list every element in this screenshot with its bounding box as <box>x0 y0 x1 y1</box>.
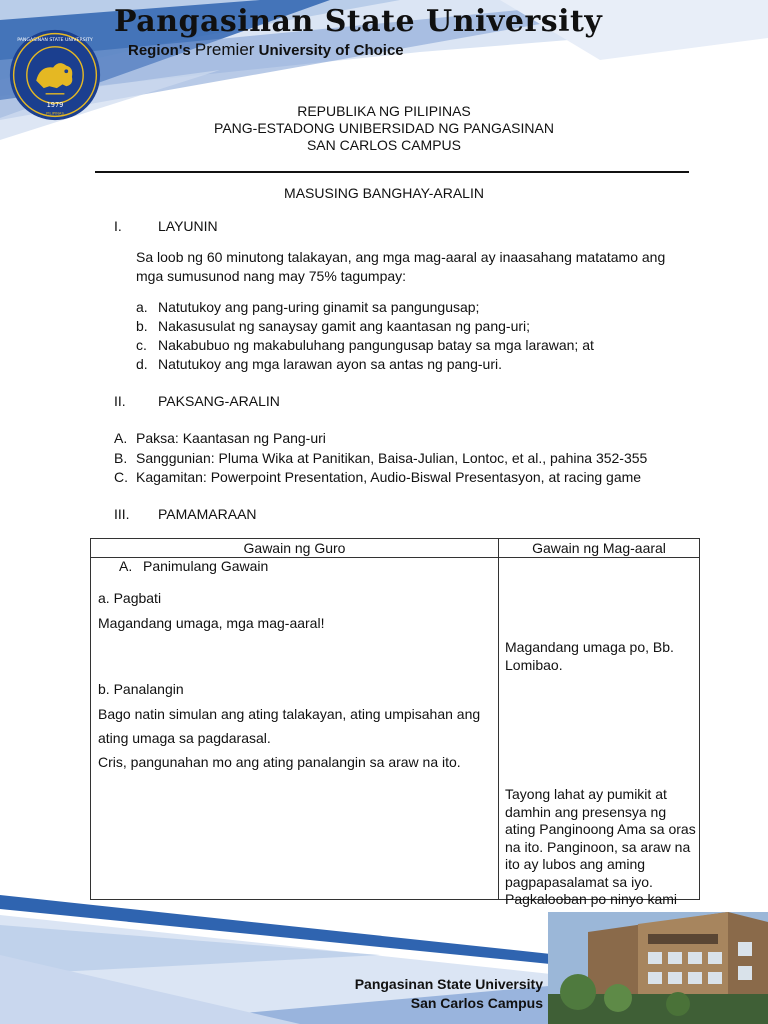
office-line-1: REPUBLIKA NG PILIPINAS <box>297 103 471 119</box>
section-2-numeral: II. <box>114 393 126 409</box>
objective-c-letter: c. <box>136 337 147 353</box>
subsection-letter: A. <box>119 558 133 574</box>
panalangin-line-2: ating umaga sa pagdarasal. <box>98 730 271 746</box>
section-1-heading: LAYUNIN <box>158 218 218 234</box>
footer-university-name: Pangasinan State University <box>354 976 543 992</box>
footer-campus-name: San Carlos Campus <box>410 995 543 1011</box>
topic-b-text: Sanggunian: Pluma Wika at Panitikan, Baisa-Julian, Lontoc, et al., pahina 352-355 <box>136 450 648 466</box>
header-divider <box>95 171 689 173</box>
column-header-teacher: Gawain ng Guro <box>243 540 346 556</box>
tagline-emphasis: Premier <box>194 40 255 59</box>
topic-c-letter: C. <box>114 469 128 485</box>
topic-a-letter: A. <box>114 430 128 446</box>
objectives-intro-line-2: mga sumusunod nang may 75% tagumpay: <box>136 268 407 284</box>
objectives-intro-line-1: Sa loob ng 60 minutong talakayan, ang mga mag-aaral ay inaasahang matatamo ang <box>136 249 666 265</box>
student-reply-greeting: Magandang umaga po, Bb. Lomibao. <box>505 639 674 673</box>
section-3-numeral: III. <box>114 506 130 522</box>
office-line-2: PANG-ESTADONG UNIBERSIDAD NG PANGASINAN <box>214 120 554 136</box>
pagbati-text: Magandang umaga, mga mag-aaral! <box>98 615 325 631</box>
objective-a-letter: a. <box>136 299 148 315</box>
office-line-3: SAN CARLOS CAMPUS <box>306 137 462 153</box>
tagline-post: University of Choice <box>258 42 404 59</box>
topic-c-text: Kagamitan: Powerpoint Presentation, Audio-Biswal Presentasyon, at racing game <box>136 469 642 485</box>
topic-b-letter: B. <box>114 450 128 466</box>
objective-b-text: Nakasusulat ng sanaysay gamit ang kaantasan ng pang-uri; <box>158 318 531 334</box>
objective-d-letter: d. <box>136 356 148 372</box>
objective-a-text: Natutukoy ang pang-uring ginamit sa pangungusap; <box>158 299 480 315</box>
student-reply-prayer: Tayong lahat ay pumikit at damhin ang presensya ng ating Panginoong Ama sa oras na ito. Panginoon, sa araw na ito ay lubos ang aming pagpapasalamat sa iyo. Pagkalooban po ninyo kami <box>505 786 696 907</box>
panalangin-line-3: Cris, pangunahan mo ang ating panalangin sa araw na ito. <box>98 754 461 770</box>
svg-text:1979: 1979 <box>46 100 64 109</box>
objective-b-letter: b. <box>136 318 148 334</box>
panalangin-label: b. Panalangin <box>98 681 184 697</box>
column-header-student: Gawain ng Mag-aaral <box>532 540 666 556</box>
panalangin-line-1: Bago natin simulan ang ating talakayan, ating umpisahan ang <box>98 706 481 722</box>
procedure-table <box>90 538 700 907</box>
section-3-heading: PAMAMARAAN <box>158 506 257 522</box>
section-2-heading: PAKSANG-ARALIN <box>158 393 280 409</box>
section-1-numeral: I. <box>114 218 122 234</box>
university-tagline <box>128 40 404 60</box>
university-name: Pangasinan State University <box>114 4 603 39</box>
table-column-divider <box>498 539 499 899</box>
objective-c-text: Nakabubuo ng makabuluhang pangungusap batay sa mga larawan; at <box>158 337 594 353</box>
topic-a-text: Paksa: Kaantasan ng Pang-uri <box>136 430 326 446</box>
tagline-pre: Region's <box>128 42 191 59</box>
pagbati-label: a. Pagbati <box>98 590 162 606</box>
svg-text:PILIPINAS: PILIPINAS <box>46 111 64 116</box>
svg-text:PANGASINAN STATE UNIVERSITY: PANGASINAN STATE UNIVERSITY <box>17 38 93 44</box>
document-title: MASUSING BANGHAY-ARALIN <box>284 185 484 201</box>
campus-building-photo <box>548 912 768 1024</box>
objective-d-text: Natutukoy ang mga larawan ayon sa antas ng pang-uri. <box>158 356 502 372</box>
subsection-heading: Panimulang Gawain <box>143 558 269 574</box>
